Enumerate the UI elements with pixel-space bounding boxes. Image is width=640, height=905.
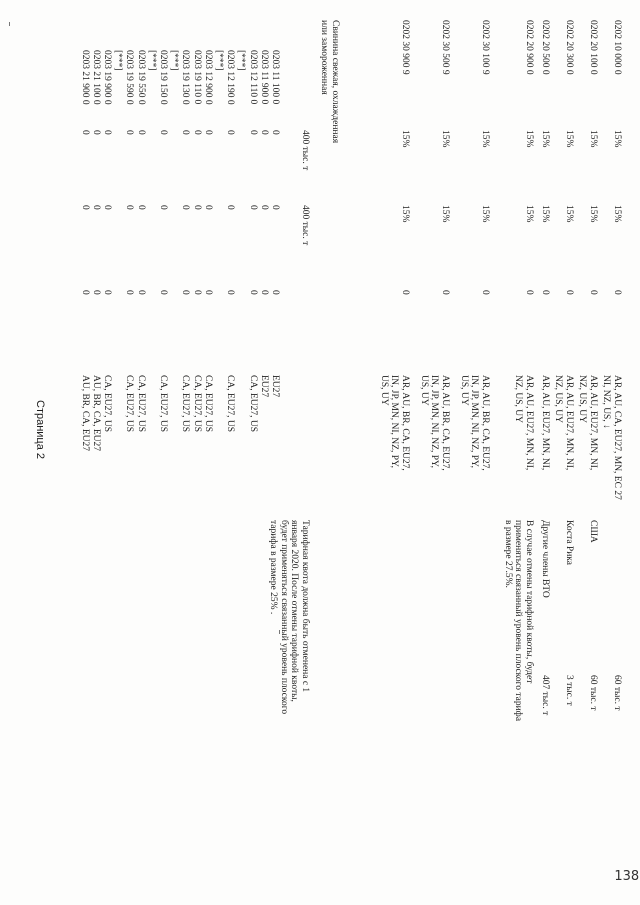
pork-in-quota: 0	[124, 290, 135, 295]
pork-in-quota: 0	[158, 290, 168, 295]
pork-code: 0203 12 110 0	[247, 50, 258, 105]
pork-tariff-r: 0	[135, 205, 146, 210]
pork-code: [***]	[236, 50, 247, 71]
pork-countries: CA, EU27, US	[102, 375, 112, 433]
pork-tariff-q: 0	[180, 130, 191, 135]
pork-in-quota: 0	[258, 290, 269, 295]
beef-tariff-q: 15%	[440, 130, 450, 148]
pork-code: [***]	[169, 50, 180, 71]
page-number: Страница 2	[34, 400, 46, 460]
beef-in-quota: 0	[588, 290, 598, 295]
pork-tariff-q: 0	[202, 130, 213, 135]
pork-tariff-r: 0	[270, 205, 280, 210]
beef-tariff-r: 15%	[564, 205, 574, 223]
pork-countries: AU, BR, CA, EU27	[79, 375, 90, 452]
pork-code: 0203 21 900 0	[79, 50, 90, 105]
beef-code: 0202 20 900 0	[524, 20, 534, 75]
pork-tariff-q: 0	[124, 130, 135, 135]
pork-code: 0203 12 900 0	[202, 50, 213, 105]
pork-tariff-q: 0	[191, 130, 202, 135]
pork-code: 0203 19 590 0	[124, 50, 135, 105]
beef-countries: AR, AU, EU27, MN, NI, NZ, US, UY	[513, 375, 534, 471]
beef-tariff-q: 15%	[612, 130, 622, 148]
pork-code: 0203 19 550 0	[135, 50, 146, 105]
beef-tariff-r: 15%	[612, 205, 622, 223]
pork-countries: CA, EU27, US	[247, 375, 258, 433]
pork-in-quota: 0	[102, 290, 112, 295]
beef-target: Коста Рика	[564, 520, 574, 565]
pork-code: [***]	[214, 50, 224, 71]
pork-code: 0203 21 100 0	[90, 50, 101, 105]
pork-in-quota: 0	[135, 290, 146, 295]
beef-code: 0202 30 100 9	[480, 20, 490, 75]
pork-countries: EU27	[270, 375, 280, 398]
beef-in-quota: 0	[524, 290, 534, 295]
pork-countries: CA, EU27, US	[191, 375, 202, 433]
beef-in-quota: 0	[540, 290, 550, 295]
pork-tariff-r: 0	[225, 205, 236, 210]
margin-mark	[9, 22, 10, 26]
handwritten-page-number: 138	[614, 869, 640, 885]
pork-tariff-r: 0	[247, 205, 258, 210]
pork-tariff-r: 0	[258, 205, 269, 210]
pork-countries: EU27	[258, 375, 269, 398]
pork-in-quota: 0	[247, 290, 258, 295]
beef-countries: AR, AU, EU27, MN, NI, NZ, US, UY	[553, 375, 574, 471]
beef-tariff-q: 15%	[480, 130, 490, 148]
beef-target: США	[588, 520, 598, 543]
pork-tariff-r: 0	[102, 205, 112, 210]
pork-tariff-r: 0	[158, 205, 168, 210]
beef-tariff-q: 15%	[400, 130, 410, 148]
pork-tariff-q: 0	[258, 130, 269, 135]
pork-tariff-q: 0	[135, 130, 146, 135]
beef-volume: 3 тыс. т	[564, 675, 574, 706]
pork-code: 0203 11 100 0	[270, 50, 280, 105]
beef-countries: AR, AU, BR, CA, EU27, IN, JP, MN, NI, NZ, PY, US, UY	[379, 375, 410, 471]
pork-tariff-q: 0	[270, 130, 280, 135]
beef-countries: AR, AU, EU27, MN, NI, NZ, US, UY	[577, 375, 598, 471]
beef-volume: 60 тыс. т	[612, 675, 622, 711]
beef-tariff-q: 15%	[564, 130, 574, 148]
pork-note: Тарифная квота должна быть отменена с 1 января 2020. После отмены тарифной квоты, будет применяться связанный уровень плоского тарифа в размере 25% .	[268, 520, 310, 715]
pork-tariff-q: 0	[225, 130, 236, 135]
beef-volume: 60 тыс. т	[588, 675, 598, 711]
pork-countries: CA, EU27, US	[158, 375, 168, 433]
pork-code: 0203 19 110 0	[191, 50, 202, 105]
pork-in-quota: 0	[191, 290, 202, 295]
beef-in-quota: 0	[612, 290, 622, 295]
beef-in-quota: 0	[440, 290, 450, 295]
pork-tariff-q: 0	[158, 130, 168, 135]
beef-tariff-r: 15%	[400, 205, 410, 223]
pork-countries: CA, EU27, US	[124, 375, 135, 433]
pork-in-quota: 0	[79, 290, 90, 295]
pork-quota-r: 400 тыс. т	[300, 205, 310, 246]
pork-tariff-r: 0	[191, 205, 202, 210]
pork-tariff-q: 0	[79, 130, 90, 135]
beef-tariff-r: 15%	[588, 205, 598, 223]
beef-code: 0202 30 500 9	[440, 20, 450, 75]
pork-code: 0203 12 190 0	[225, 50, 236, 105]
pork-code: [***]	[146, 50, 157, 71]
beef-code: 0202 20 500 0	[540, 20, 550, 75]
pork-in-quota: 0	[270, 290, 280, 295]
pork-code: 0203 19 130 0	[180, 50, 191, 105]
pork-tariff-r: 0	[202, 205, 213, 210]
beef-countries: AR, AU, BR, CA, EU27, IN, JP, MN, NI, NZ, PY, US, UY	[419, 375, 450, 471]
beef-in-quota: 0	[564, 290, 574, 295]
beef-target: Другие члены ВТО	[540, 520, 550, 598]
pork-heading: Свинина свежая, охлажденная или замороженная	[319, 20, 340, 144]
pork-tariff-q: 0	[247, 130, 258, 135]
beef-code: 0202 20 300 0	[564, 20, 574, 75]
pork-countries: CA, EU27, US	[202, 375, 213, 433]
beef-volume: 407 тыс. т	[540, 675, 550, 716]
pork-countries: AU, BR, CA, EU27	[90, 375, 101, 452]
pork-tariff-r: 0	[90, 205, 101, 210]
pork-in-quota: 0	[180, 290, 191, 295]
pork-code: [***]	[113, 50, 124, 71]
pork-countries: CA, EU27, US	[225, 375, 236, 433]
beef-countries: AR, AU, EU27, MN, NI,	[540, 375, 550, 471]
pork-tariff-q: 0	[102, 130, 112, 135]
beef-tariff-q: 15%	[588, 130, 598, 148]
pork-in-quota: 0	[90, 290, 101, 295]
beef-code: 0202 10 000 0	[612, 20, 622, 75]
pork-countries: CA, EU27, US	[180, 375, 191, 433]
beef-target: В случае отмены тарифной квоты, будет применяться связанный уровень плоского тарифа в размере 27.5%.	[503, 520, 534, 722]
pork-countries: CA, EU27, US	[135, 375, 146, 433]
pork-tariff-r: 0	[79, 205, 90, 210]
beef-countries: AR, AU, BR, CA, EU27, IN, JP, MN, NI, NZ, PY, US, UY	[459, 375, 490, 471]
beef-countries: AR, AU, CA, EU27, MN, EC 27 NI, NZ, US, ↓	[601, 375, 622, 500]
pork-quota-q: 400 тыс. т	[300, 130, 310, 171]
pork-code: 0203 19 150 0	[158, 50, 168, 105]
pork-tariff-q: 0	[90, 130, 101, 135]
beef-tariff-r: 15%	[480, 205, 490, 223]
beef-tariff-r: 15%	[524, 205, 534, 223]
beef-tariff-q: 15%	[524, 130, 534, 148]
beef-code: 0202 20 100 0	[588, 20, 598, 75]
pork-code: 0203 19 900 0	[102, 50, 112, 105]
beef-tariff-r: 15%	[440, 205, 450, 223]
beef-tariff-q: 15%	[540, 130, 550, 148]
pork-code: 0203 11 900 0	[258, 50, 269, 105]
pork-in-quota: 0	[225, 290, 236, 295]
pork-tariff-r: 0	[124, 205, 135, 210]
beef-code: 0202 30 900 9	[400, 20, 410, 75]
pork-in-quota: 0	[202, 290, 213, 295]
beef-in-quota: 0	[400, 290, 410, 295]
beef-in-quota: 0	[480, 290, 490, 295]
pork-tariff-r: 0	[180, 205, 191, 210]
beef-tariff-r: 15%	[540, 205, 550, 223]
